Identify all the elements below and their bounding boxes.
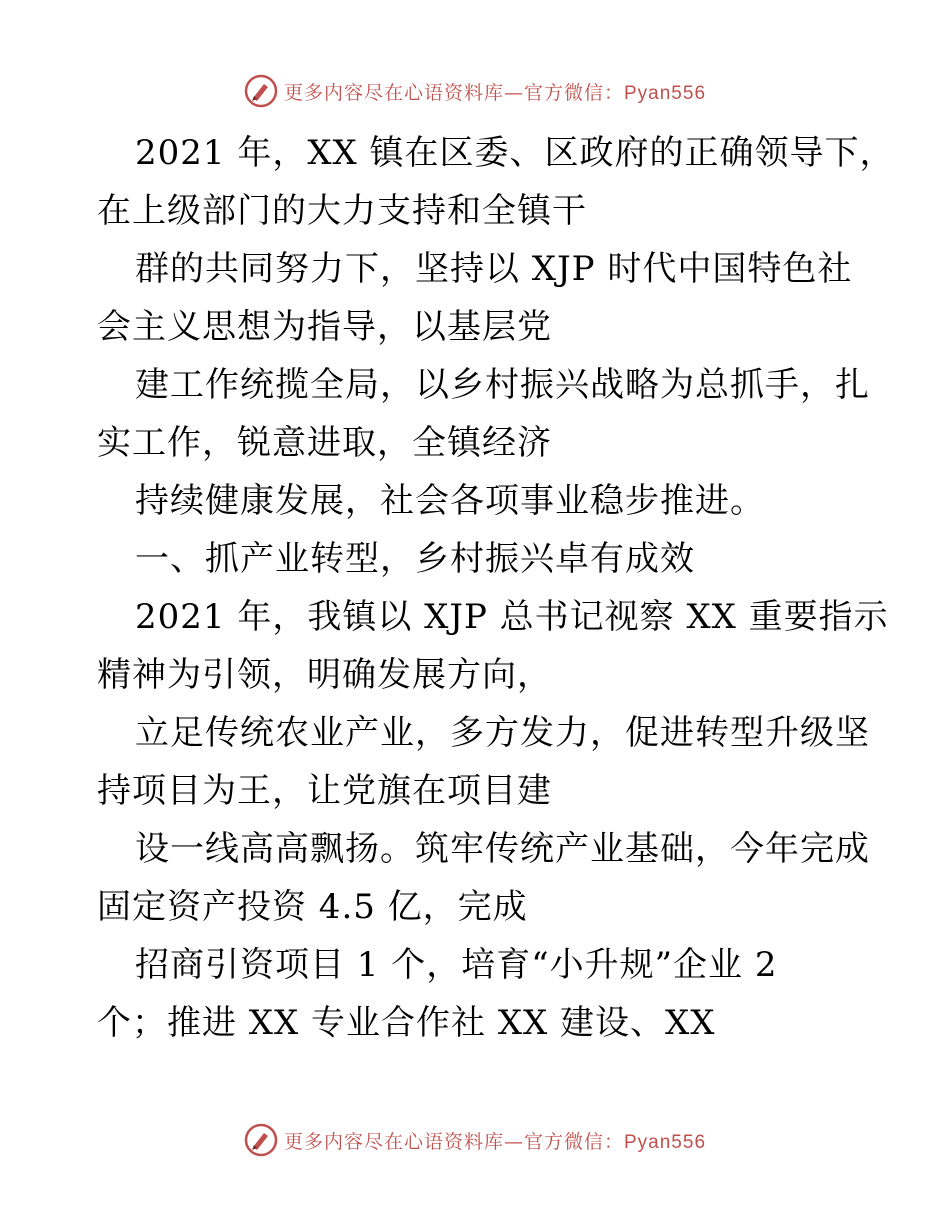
- doc-line: 在上级部门的大力支持和全镇干: [97, 191, 587, 231]
- doc-line: 设一线高高飘扬。筑牢传统产业基础，今年完成: [135, 829, 870, 869]
- watermark-text: 更多内容尽在心语资料库—官方微信：Pyan556: [283, 81, 707, 104]
- watermark-wechat-id: Pyan556: [624, 1131, 707, 1153]
- brand-logo-icon: [244, 1123, 278, 1157]
- doc-line: 实工作，锐意进取，全镇经济: [97, 423, 552, 463]
- doc-line: 个；推进 XX 专业合作社 XX 建设、XX: [97, 1003, 716, 1043]
- doc-line: 精神为引领，明确发展方向，: [97, 655, 552, 695]
- doc-line: 2021 年，我镇以 XJP 总书记视察 XX 重要指示: [135, 597, 889, 637]
- doc-line: 立足传统农业产业，多方发力，促进转型升级坚: [135, 713, 870, 753]
- doc-line: 招商引资项目 1 个，培育“小升规”企业 2: [135, 945, 778, 985]
- watermark-text: 更多内容尽在心语资料库—官方微信：Pyan556: [283, 1130, 707, 1153]
- doc-line: 持项目为王，让党旗在项目建: [97, 771, 552, 811]
- brand-logo-icon: [244, 74, 278, 108]
- document-body: [97, 124, 895, 1052]
- doc-line: 2021 年，XX 镇在区委、区政府的正确领导下，: [135, 133, 895, 173]
- doc-line: 群的共同努力下，坚持以 XJP 时代中国特色社: [135, 249, 853, 289]
- footer-watermark: [0, 1120, 950, 1160]
- doc-line: 持续健康发展，社会各项事业稳步推进。: [135, 481, 765, 521]
- header-watermark: [0, 71, 950, 111]
- doc-line: 会主义思想为指导，以基层党: [97, 307, 552, 347]
- doc-line: 固定资产投资 4.5 亿，完成: [97, 887, 528, 927]
- doc-line: 建工作统揽全局，以乡村振兴战略为总抓手，扎: [135, 365, 870, 405]
- watermark-wechat-id: Pyan556: [624, 82, 707, 104]
- section-heading: 一、抓产业转型，乡村振兴卓有成效: [135, 539, 695, 579]
